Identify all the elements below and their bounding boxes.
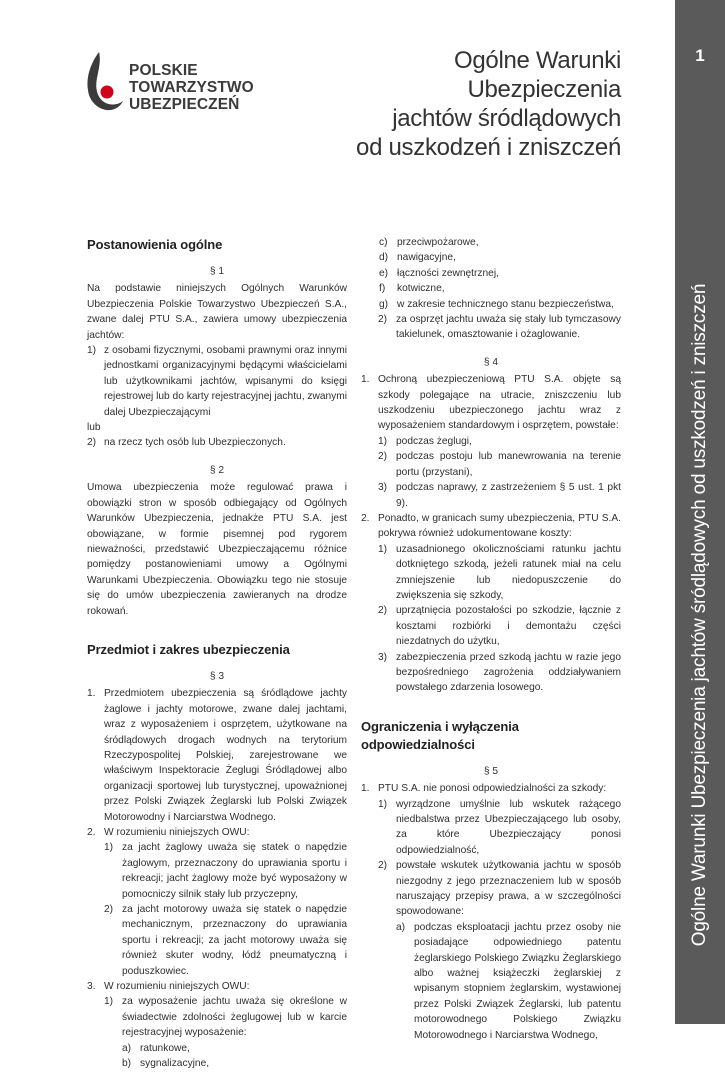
company-logo (82, 50, 272, 116)
list-item: 2) za jacht motorowy uważa się statek o napędzie mechanicznym, przeznaczony do uprawiania sportu i rekreacji; za jacht motorowy uważa się również skuter wodny, łódź pneumatyczną i poduszkowiec. (104, 904, 347, 977)
list-item: 1) za jacht żaglowy uważa się statek o napędzie żaglowym, przeznaczony do uprawiania sportu i rekreacji; jacht żaglowy może być wyposażony w pomocniczy silnik stały lub przyczepny, (104, 842, 347, 900)
document-title (356, 46, 621, 162)
list-item: 2) powstałe wskutek użytkowania jachtu w sposób niezgodny z jego przeznaczeniem lub w sposób naruszający przepisy prawa, a w szczególności spowodowane: (378, 860, 621, 918)
paragraph-number: § 1 (209, 266, 225, 277)
list-item: 1) podczas żeglugi, (378, 435, 472, 447)
list-item: 1. Przedmiotem ubezpieczenia są śródlądowe jachty żaglowe i jachty motorowe, zwane dalej jachtami, wraz z wyposażeniem i osprzętem, użytkowane na śródlądowych drogach wodnych na terytorium Rzeczypospolitej Polskiej, zarejestrowane we właściwym Inspektoracie Żeglugi Śródlądowej albo organizacji sportowej lub turystycznej, upoważnionej przez Polski Związek Żeglarski lub Polski Związek Motorowodny i Narciarstwa Wodnego. (87, 688, 347, 823)
list-item: 1) uzasadnionego okolicznościami ratunku jachtu dotkniętego szkodą, jeżeli ratunek miał na celu zmniejszenie lub niedopuszczenie do zwiększenia się szkody, (378, 543, 621, 601)
logo-text-line-1: POLSKIE (129, 62, 198, 79)
list-item: b) sygnalizacyjne, (122, 1058, 210, 1070)
paragraph-text: lub (87, 422, 101, 434)
list-item: 2) za osprzęt jachtu uważa się stały lub tymczasowy takielunek, omasztowanie i ożaglowanie. (378, 314, 621, 341)
list-item: f) kotwiczne, (379, 283, 445, 295)
paragraph-text: Umowa ubezpieczenia może regulować prawa i obowiązki stron w sposób odbiegający od Ogólnych Warunków Ubezpieczenia, jednakże PTU S.A. jest obowiązane, w formie pisemnej pod rygorem nieważności, przedstawić Ubezpieczającemu różnice pomiędzy postanowieniami umowy a Ogólnymi Warunkami Ubezpieczenia. Obowiązku tego nie stosuje się do umów ubezpieczenia zawieranych na drodze rokowań. (87, 482, 347, 617)
list-item: 2) podczas postoju lub manewrowania na terenie portu (przystani), (378, 451, 621, 478)
title-line: Ogólne Warunki (454, 47, 621, 74)
list-item: 3) podczas naprawy, z zastrzeżeniem § 5 ust. 1 pkt 9). (378, 482, 621, 509)
title-line: Ubezpieczenia (467, 76, 621, 103)
list-item: 1) wyrządzone umyślnie lub wskutek rażącego niedbalstwa przez Ubezpieczającego lub osoby, za które Ubezpieczający ponosi odpowiedzialność, (378, 798, 621, 856)
logo-mark-icon (82, 50, 126, 112)
title-line: od uszkodzeń i zniszczeń (356, 134, 621, 161)
list-item: 2. W rozumieniu niniejszych OWU: (87, 827, 250, 838)
paragraph-number: § 4 (483, 356, 499, 368)
section-heading: Przedmiot i zakres ubezpieczenia (87, 641, 290, 657)
list-item: d) nawigacyjne, (379, 252, 456, 264)
list-item: 1. PTU S.A. nie ponosi odpowiedzialności za szkody: (361, 783, 607, 795)
list-item: 2. Ponadto, w granicach sumy ubezpieczenia, PTU S.A. pokrywa również udokumentowane koszty: (361, 512, 621, 540)
sidebar-vertical-title: Ogólne Warunki Ubezpieczenia jachtów śródlądowych od uszkodzeń i zniszczeń (689, 283, 710, 947)
list-item: c) przeciwpożarowe, (379, 237, 479, 248)
list-item: 3) zabezpieczenia przed szkodą jachtu w razie jego bezpośredniego zagrożenia oddziaływaniem powstałego zdarzenia losowego. (378, 651, 621, 694)
paragraph-number: § 3 (209, 670, 225, 682)
list-item: g) w zakresie technicznego stanu bezpieczeństwa, (379, 298, 614, 310)
list-item: 1) za wyposażenie jachtu uważa się określone w świadectwie zdolności żeglugowej lub w karcie rejestracyjnej wyposażenie: (104, 996, 347, 1039)
section-heading: Ograniczenia i wyłączenia odpowiedzialności (361, 718, 519, 752)
title-line: jachtów śródlądowych (392, 105, 621, 132)
list-item: 1) z osobami fizycznymi, osobami prawnymi oraz innymi jednostkami organizacyjnymi będącymi właścicielami lub użytkownikami jachtów, wpisanymi do księgi rejestrowej lub do karty rejestracyjnej jachtu, zwanymi dalej Ubezpieczającymi (87, 345, 347, 418)
list-item: a) ratunkowe, (122, 1042, 190, 1054)
list-item: 2) uprzątnięcia pozostałości po szkodzie, łącznie z kosztami rozbiórki i demontażu części niezdatnych do użytku, (378, 605, 621, 648)
right-column (361, 235, 621, 1043)
logo-text-line-3: UBEZPIECZEŃ (129, 96, 240, 113)
page-number: 1 (695, 46, 705, 65)
left-column (87, 236, 347, 1072)
list-item: 3. W rozumieniu niniejszych OWU: (87, 981, 250, 993)
section-heading: Postanowienia ogólne (87, 237, 223, 252)
list-item: e) łączności zewnętrznej, (379, 267, 499, 279)
paragraph-number: § 5 (483, 765, 499, 777)
list-item: 1. Ochroną ubezpieczeniową PTU S.A. objęte są szkody polegające na utracie, zniszczeniu lub uszkodzeniu ubezpieczonego jachtu wraz z wyposażeniem standardowym i osprzętem, powstałe: (361, 374, 621, 432)
list-item: a) podczas eksploatacji jachtu przez osoby nie posiadające odpowiedniego patentu żeglarskiego Polskiego Związku Żeglarskiego albo ważnej książeczki żeglarskiej z wpisanym stopniem żeglarskim, wystawionej przez Polski Związek Żeglarski, lub patentu motorowodnego Polskiego Związku Motorowodnego i Narciarstwa Wodnego, (396, 921, 621, 1041)
paragraph-number: § 2 (209, 464, 225, 476)
paragraph-text: Na podstawie niniejszych Ogólnych Warunków Ubezpieczenia Polskie Towarzystwo Ubezpieczeń S.A., zwane dalej PTU S.A., zawiera umowy ubezpieczenia jachtów: (87, 283, 347, 341)
logo-text-line-2: TOWARZYSTWO (129, 79, 254, 96)
list-item: 2) na rzecz tych osób lub Ubezpieczonych. (87, 437, 286, 449)
